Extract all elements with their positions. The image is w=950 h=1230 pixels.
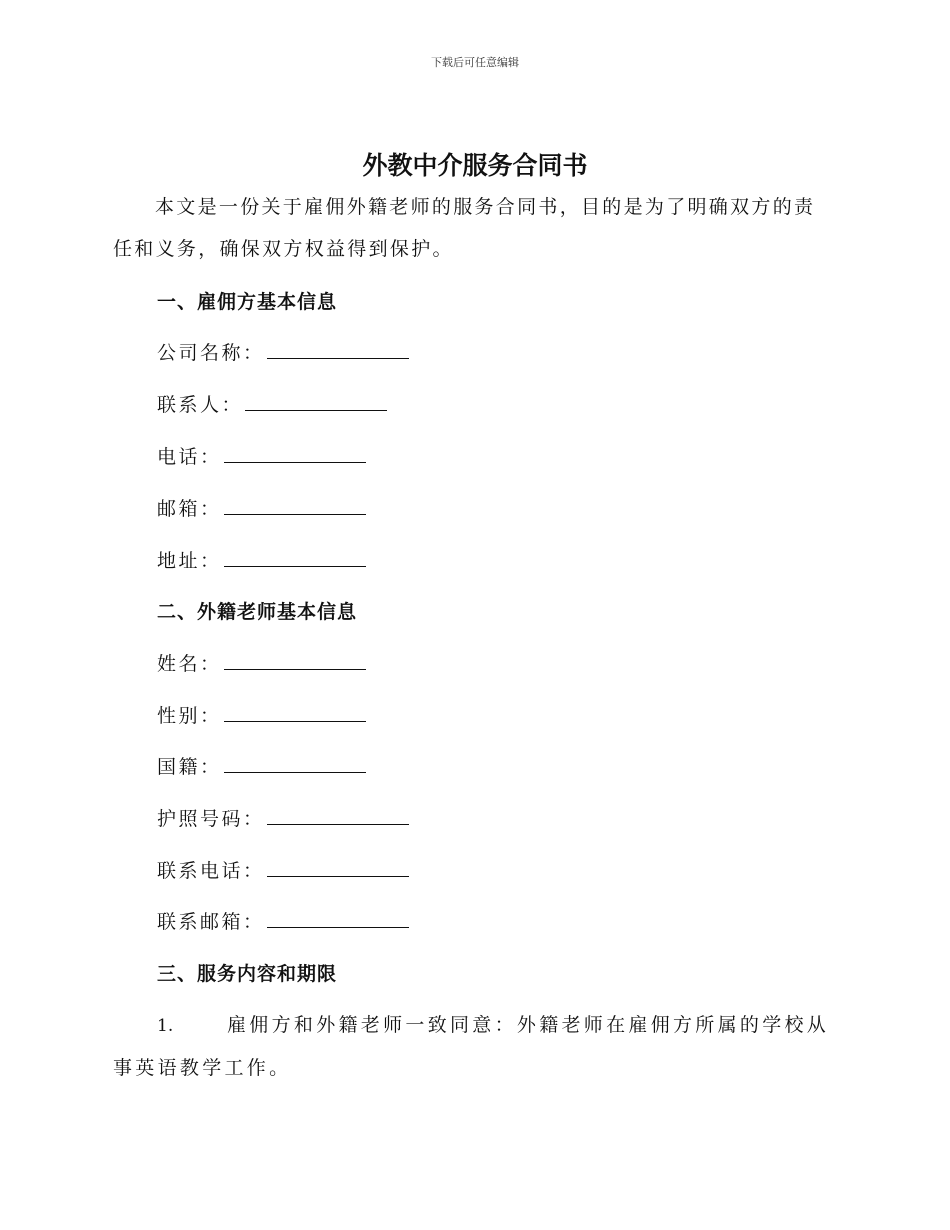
field-label: 邮箱： xyxy=(157,498,222,520)
blank-line[interactable] xyxy=(224,754,366,773)
field-contact-phone xyxy=(157,856,409,882)
field-nationality xyxy=(157,752,366,778)
clause-number: 1. xyxy=(157,1016,174,1036)
field-contact-person xyxy=(157,390,387,416)
field-company-name xyxy=(157,338,409,364)
clause-1 xyxy=(113,1004,835,1089)
blank-line[interactable] xyxy=(224,651,366,670)
blank-line[interactable] xyxy=(224,444,366,463)
blank-line[interactable] xyxy=(267,340,409,359)
field-label: 联系人： xyxy=(157,394,244,416)
blank-line[interactable] xyxy=(267,858,409,877)
field-label: 地址： xyxy=(157,550,222,572)
field-label: 性别： xyxy=(157,705,222,727)
field-label: 姓名： xyxy=(157,653,222,675)
field-contact-email xyxy=(157,907,409,933)
field-label: 国籍： xyxy=(157,756,222,778)
blank-line[interactable] xyxy=(267,806,409,825)
section-heading-employer: 一、雇佣方基本信息 xyxy=(157,291,338,313)
field-address xyxy=(157,546,366,572)
field-label: 联系邮箱： xyxy=(157,911,265,933)
intro-paragraph: 本文是一份关于雇佣外籍老师的服务合同书，目的是为了明确双方的责任和义务，确保双方权益得到保护。 xyxy=(113,196,816,260)
document-title: 外教中介服务合同书 xyxy=(362,151,588,180)
field-label: 电话： xyxy=(157,446,222,468)
blank-line[interactable] xyxy=(224,496,366,515)
field-label: 联系电话： xyxy=(157,860,265,882)
blank-line[interactable] xyxy=(267,909,409,928)
field-passport-number xyxy=(157,804,409,830)
field-name xyxy=(157,649,366,675)
page-header-note: 下载后可任意编辑 xyxy=(431,56,519,69)
blank-line[interactable] xyxy=(245,392,387,411)
field-label: 护照号码： xyxy=(157,808,265,830)
field-phone xyxy=(157,442,366,468)
field-label: 公司名称： xyxy=(157,342,265,364)
blank-line[interactable] xyxy=(224,703,366,722)
clause-text: 雇佣方和外籍老师一致同意：外籍老师在雇佣方所属的学校从事英语教学工作。 xyxy=(113,1014,830,1079)
section-heading-teacher: 二、外籍老师基本信息 xyxy=(157,601,358,623)
field-gender xyxy=(157,701,366,727)
blank-line[interactable] xyxy=(224,548,366,567)
field-email xyxy=(157,494,366,520)
section-heading-service: 三、服务内容和期限 xyxy=(157,963,338,985)
